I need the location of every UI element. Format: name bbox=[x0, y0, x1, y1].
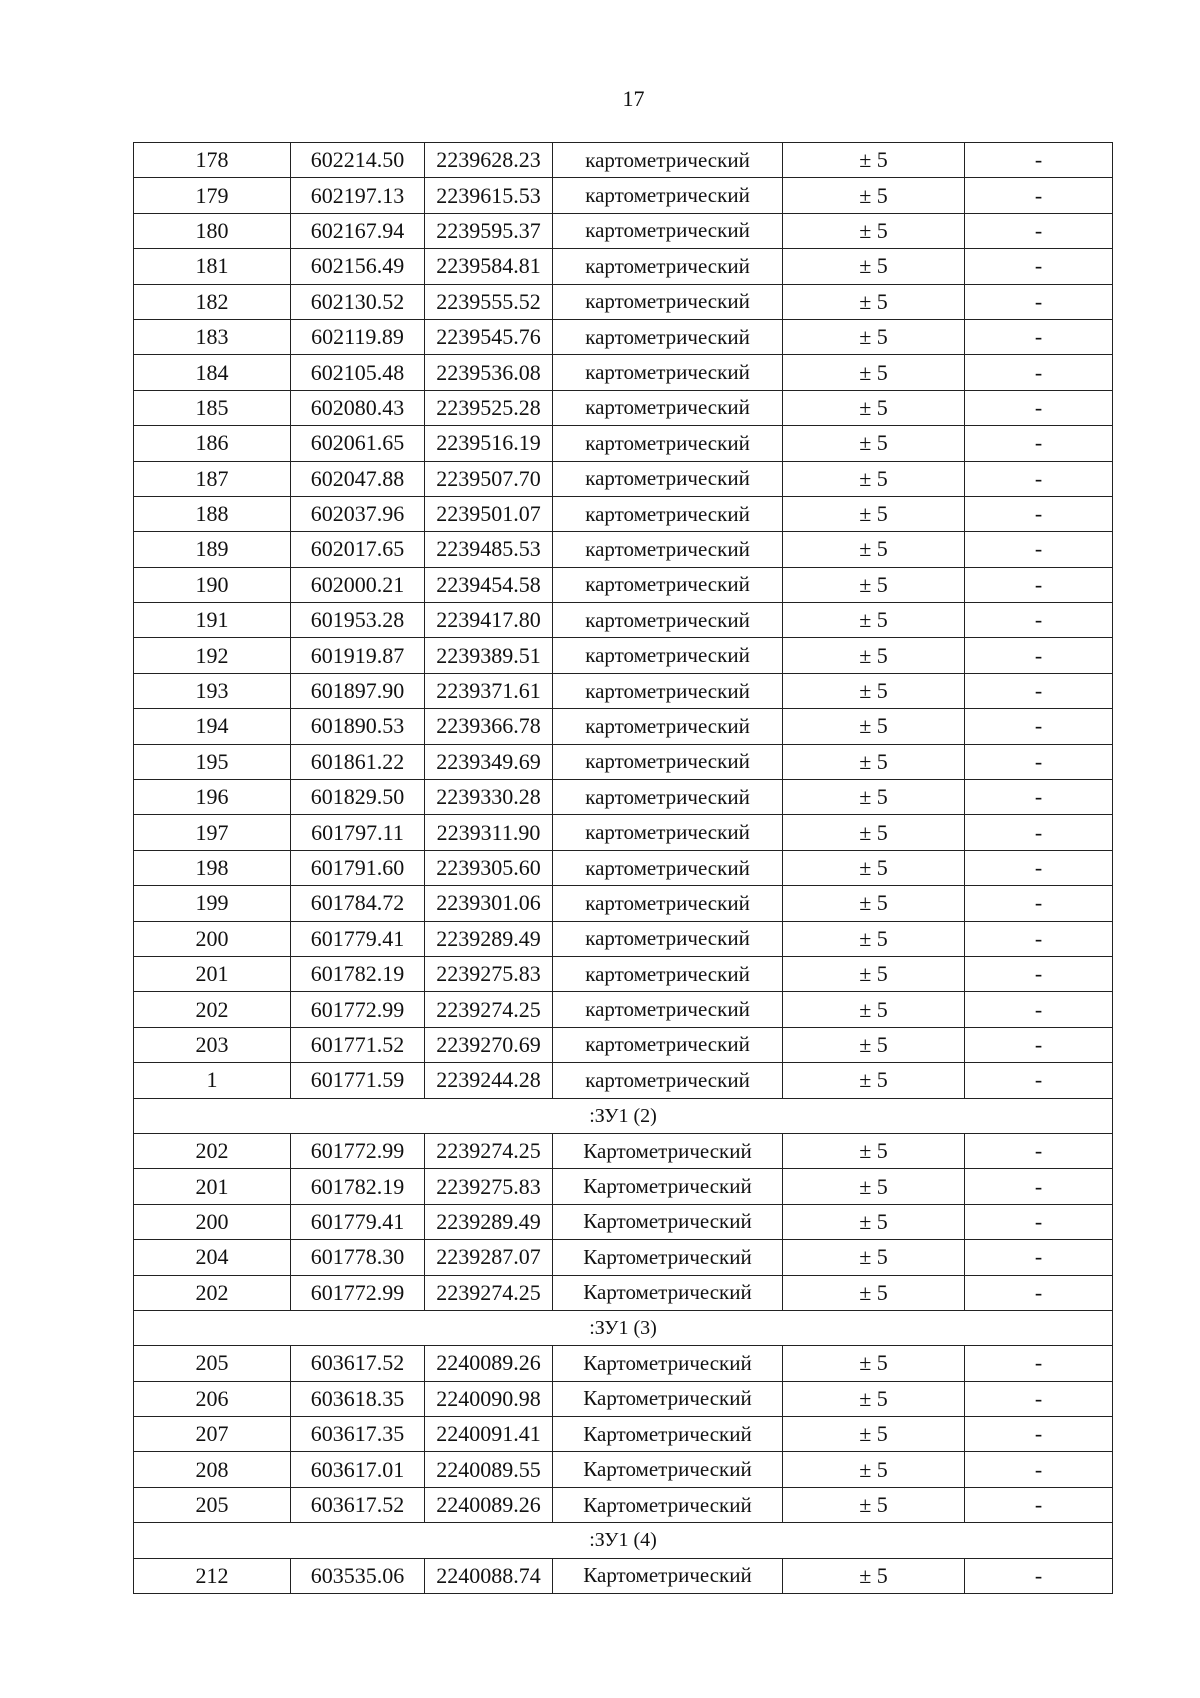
accuracy-cell: ± 5 bbox=[783, 1558, 965, 1593]
page-number: 17 bbox=[622, 86, 645, 111]
note-cell: - bbox=[965, 1133, 1113, 1168]
point-cell: 199 bbox=[134, 886, 291, 921]
accuracy-cell: ± 5 bbox=[783, 992, 965, 1027]
method-cell: картометрический bbox=[553, 461, 783, 496]
method-cell: Картометрический bbox=[553, 1169, 783, 1204]
accuracy-cell: ± 5 bbox=[783, 815, 965, 850]
accuracy-cell: ± 5 bbox=[783, 1417, 965, 1452]
note-cell: - bbox=[965, 886, 1113, 921]
x-coordinate-cell: 601897.90 bbox=[291, 673, 425, 708]
table-row bbox=[134, 319, 1113, 354]
table-row bbox=[134, 673, 1113, 708]
note-cell: - bbox=[965, 1417, 1113, 1452]
y-coordinate-cell: 2239417.80 bbox=[425, 603, 553, 638]
accuracy-cell: ± 5 bbox=[783, 780, 965, 815]
x-coordinate-cell: 602017.65 bbox=[291, 532, 425, 567]
table-row bbox=[134, 1204, 1113, 1239]
y-coordinate-cell: 2239274.25 bbox=[425, 992, 553, 1027]
x-coordinate-cell: 602167.94 bbox=[291, 213, 425, 248]
table-row bbox=[134, 1063, 1113, 1098]
x-coordinate-cell: 602214.50 bbox=[291, 143, 425, 178]
y-coordinate-cell: 2239389.51 bbox=[425, 638, 553, 673]
x-coordinate-cell: 603617.35 bbox=[291, 1417, 425, 1452]
y-coordinate-cell: 2239501.07 bbox=[425, 496, 553, 531]
point-cell: 200 bbox=[134, 921, 291, 956]
accuracy-cell: ± 5 bbox=[783, 1169, 965, 1204]
coordinates-table bbox=[133, 142, 1113, 1594]
x-coordinate-cell: 601772.99 bbox=[291, 992, 425, 1027]
method-cell: картометрический bbox=[553, 496, 783, 531]
method-cell: картометрический bbox=[553, 850, 783, 885]
table-row bbox=[134, 249, 1113, 284]
note-cell: - bbox=[965, 921, 1113, 956]
point-cell: 184 bbox=[134, 355, 291, 390]
point-cell: 203 bbox=[134, 1027, 291, 1062]
section-label: :ЗУ1 (2) bbox=[134, 1098, 1113, 1133]
table-row bbox=[134, 426, 1113, 461]
method-cell: картометрический bbox=[553, 638, 783, 673]
coordinates-table-body bbox=[134, 143, 1113, 1594]
x-coordinate-cell: 602061.65 bbox=[291, 426, 425, 461]
y-coordinate-cell: 2239615.53 bbox=[425, 178, 553, 213]
table-row bbox=[134, 921, 1113, 956]
accuracy-cell: ± 5 bbox=[783, 673, 965, 708]
method-cell: Картометрический bbox=[553, 1240, 783, 1275]
method-cell: картометрический bbox=[553, 992, 783, 1027]
x-coordinate-cell: 602000.21 bbox=[291, 567, 425, 602]
note-cell: - bbox=[965, 1240, 1113, 1275]
note-cell: - bbox=[965, 319, 1113, 354]
note-cell: - bbox=[965, 850, 1113, 885]
y-coordinate-cell: 2239525.28 bbox=[425, 390, 553, 425]
accuracy-cell: ± 5 bbox=[783, 532, 965, 567]
note-cell: - bbox=[965, 143, 1113, 178]
note-cell: - bbox=[965, 213, 1113, 248]
method-cell: Картометрический bbox=[553, 1381, 783, 1416]
note-cell: - bbox=[965, 603, 1113, 638]
note-cell: - bbox=[965, 1027, 1113, 1062]
table-row bbox=[134, 1240, 1113, 1275]
table-row bbox=[134, 956, 1113, 991]
note-cell: - bbox=[965, 1169, 1113, 1204]
note-cell: - bbox=[965, 1381, 1113, 1416]
section-label: :ЗУ1 (3) bbox=[134, 1310, 1113, 1345]
table-row bbox=[134, 1381, 1113, 1416]
accuracy-cell: ± 5 bbox=[783, 1027, 965, 1062]
section-label: :ЗУ1 (4) bbox=[134, 1523, 1113, 1558]
x-coordinate-cell: 601772.99 bbox=[291, 1275, 425, 1310]
section-header-row bbox=[134, 1523, 1113, 1558]
note-cell: - bbox=[965, 178, 1113, 213]
y-coordinate-cell: 2239289.49 bbox=[425, 1204, 553, 1239]
note-cell: - bbox=[965, 1204, 1113, 1239]
y-coordinate-cell: 2239545.76 bbox=[425, 319, 553, 354]
point-cell: 186 bbox=[134, 426, 291, 461]
y-coordinate-cell: 2239270.69 bbox=[425, 1027, 553, 1062]
note-cell: - bbox=[965, 1275, 1113, 1310]
method-cell: картометрический bbox=[553, 532, 783, 567]
note-cell: - bbox=[965, 638, 1113, 673]
table-row bbox=[134, 1452, 1113, 1487]
note-cell: - bbox=[965, 956, 1113, 991]
accuracy-cell: ± 5 bbox=[783, 143, 965, 178]
x-coordinate-cell: 601771.52 bbox=[291, 1027, 425, 1062]
accuracy-cell: ± 5 bbox=[783, 461, 965, 496]
method-cell: картометрический bbox=[553, 390, 783, 425]
table-row bbox=[134, 143, 1113, 178]
table-row bbox=[134, 496, 1113, 531]
x-coordinate-cell: 603617.01 bbox=[291, 1452, 425, 1487]
note-cell: - bbox=[965, 673, 1113, 708]
note-cell: - bbox=[965, 426, 1113, 461]
point-cell: 206 bbox=[134, 1381, 291, 1416]
y-coordinate-cell: 2239536.08 bbox=[425, 355, 553, 390]
accuracy-cell: ± 5 bbox=[783, 886, 965, 921]
x-coordinate-cell: 601778.30 bbox=[291, 1240, 425, 1275]
table-row bbox=[134, 603, 1113, 638]
accuracy-cell: ± 5 bbox=[783, 1204, 965, 1239]
method-cell: Картометрический bbox=[553, 1558, 783, 1593]
x-coordinate-cell: 602156.49 bbox=[291, 249, 425, 284]
point-cell: 201 bbox=[134, 1169, 291, 1204]
accuracy-cell: ± 5 bbox=[783, 213, 965, 248]
point-cell: 202 bbox=[134, 1133, 291, 1168]
accuracy-cell: ± 5 bbox=[783, 638, 965, 673]
y-coordinate-cell: 2239454.58 bbox=[425, 567, 553, 602]
y-coordinate-cell: 2240088.74 bbox=[425, 1558, 553, 1593]
point-cell: 180 bbox=[134, 213, 291, 248]
point-cell: 202 bbox=[134, 992, 291, 1027]
note-cell: - bbox=[965, 744, 1113, 779]
accuracy-cell: ± 5 bbox=[783, 744, 965, 779]
table-row bbox=[134, 461, 1113, 496]
y-coordinate-cell: 2239555.52 bbox=[425, 284, 553, 319]
method-cell: картометрический bbox=[553, 956, 783, 991]
method-cell: картометрический bbox=[553, 426, 783, 461]
x-coordinate-cell: 601771.59 bbox=[291, 1063, 425, 1098]
point-cell: 189 bbox=[134, 532, 291, 567]
note-cell: - bbox=[965, 1063, 1113, 1098]
note-cell: - bbox=[965, 992, 1113, 1027]
y-coordinate-cell: 2239301.06 bbox=[425, 886, 553, 921]
note-cell: - bbox=[965, 709, 1113, 744]
x-coordinate-cell: 603535.06 bbox=[291, 1558, 425, 1593]
y-coordinate-cell: 2240091.41 bbox=[425, 1417, 553, 1452]
method-cell: картометрический bbox=[553, 886, 783, 921]
accuracy-cell: ± 5 bbox=[783, 1381, 965, 1416]
accuracy-cell: ± 5 bbox=[783, 567, 965, 602]
table-row bbox=[134, 1275, 1113, 1310]
y-coordinate-cell: 2239274.25 bbox=[425, 1275, 553, 1310]
y-coordinate-cell: 2239584.81 bbox=[425, 249, 553, 284]
accuracy-cell: ± 5 bbox=[783, 956, 965, 991]
accuracy-cell: ± 5 bbox=[783, 178, 965, 213]
x-coordinate-cell: 602047.88 bbox=[291, 461, 425, 496]
y-coordinate-cell: 2239311.90 bbox=[425, 815, 553, 850]
method-cell: Картометрический bbox=[553, 1133, 783, 1168]
accuracy-cell: ± 5 bbox=[783, 390, 965, 425]
method-cell: картометрический bbox=[553, 567, 783, 602]
x-coordinate-cell: 602080.43 bbox=[291, 390, 425, 425]
point-cell: 207 bbox=[134, 1417, 291, 1452]
table-row bbox=[134, 886, 1113, 921]
table-row bbox=[134, 213, 1113, 248]
table-row bbox=[134, 709, 1113, 744]
accuracy-cell: ± 5 bbox=[783, 709, 965, 744]
y-coordinate-cell: 2239371.61 bbox=[425, 673, 553, 708]
table-row bbox=[134, 815, 1113, 850]
section-header-row bbox=[134, 1098, 1113, 1133]
method-cell: картометрический bbox=[553, 780, 783, 815]
y-coordinate-cell: 2239275.83 bbox=[425, 956, 553, 991]
note-cell: - bbox=[965, 355, 1113, 390]
table-row bbox=[134, 1417, 1113, 1452]
accuracy-cell: ± 5 bbox=[783, 1275, 965, 1310]
y-coordinate-cell: 2239516.19 bbox=[425, 426, 553, 461]
point-cell: 191 bbox=[134, 603, 291, 638]
accuracy-cell: ± 5 bbox=[783, 603, 965, 638]
point-cell: 195 bbox=[134, 744, 291, 779]
y-coordinate-cell: 2240090.98 bbox=[425, 1381, 553, 1416]
point-cell: 205 bbox=[134, 1346, 291, 1381]
table-row bbox=[134, 850, 1113, 885]
y-coordinate-cell: 2239244.28 bbox=[425, 1063, 553, 1098]
y-coordinate-cell: 2239485.53 bbox=[425, 532, 553, 567]
point-cell: 201 bbox=[134, 956, 291, 991]
x-coordinate-cell: 601779.41 bbox=[291, 921, 425, 956]
x-coordinate-cell: 603618.35 bbox=[291, 1381, 425, 1416]
note-cell: - bbox=[965, 461, 1113, 496]
x-coordinate-cell: 601782.19 bbox=[291, 1169, 425, 1204]
table-row bbox=[134, 992, 1113, 1027]
x-coordinate-cell: 603617.52 bbox=[291, 1346, 425, 1381]
section-header-row bbox=[134, 1310, 1113, 1345]
accuracy-cell: ± 5 bbox=[783, 496, 965, 531]
point-cell: 183 bbox=[134, 319, 291, 354]
table-row bbox=[134, 1558, 1113, 1593]
x-coordinate-cell: 601797.11 bbox=[291, 815, 425, 850]
method-cell: Картометрический bbox=[553, 1204, 783, 1239]
table-row bbox=[134, 780, 1113, 815]
note-cell: - bbox=[965, 1487, 1113, 1522]
method-cell: Картометрический bbox=[553, 1275, 783, 1310]
x-coordinate-cell: 601784.72 bbox=[291, 886, 425, 921]
y-coordinate-cell: 2239275.83 bbox=[425, 1169, 553, 1204]
note-cell: - bbox=[965, 532, 1113, 567]
y-coordinate-cell: 2239366.78 bbox=[425, 709, 553, 744]
method-cell: картометрический bbox=[553, 815, 783, 850]
method-cell: картометрический bbox=[553, 284, 783, 319]
point-cell: 202 bbox=[134, 1275, 291, 1310]
point-cell: 208 bbox=[134, 1452, 291, 1487]
accuracy-cell: ± 5 bbox=[783, 1487, 965, 1522]
point-cell: 188 bbox=[134, 496, 291, 531]
method-cell: Картометрический bbox=[553, 1487, 783, 1522]
x-coordinate-cell: 602197.13 bbox=[291, 178, 425, 213]
method-cell: Картометрический bbox=[553, 1417, 783, 1452]
note-cell: - bbox=[965, 390, 1113, 425]
note-cell: - bbox=[965, 249, 1113, 284]
method-cell: картометрический bbox=[553, 603, 783, 638]
table-row bbox=[134, 1169, 1113, 1204]
y-coordinate-cell: 2239507.70 bbox=[425, 461, 553, 496]
table-row bbox=[134, 390, 1113, 425]
y-coordinate-cell: 2239628.23 bbox=[425, 143, 553, 178]
point-cell: 181 bbox=[134, 249, 291, 284]
x-coordinate-cell: 601779.41 bbox=[291, 1204, 425, 1239]
table-row bbox=[134, 1133, 1113, 1168]
x-coordinate-cell: 601953.28 bbox=[291, 603, 425, 638]
accuracy-cell: ± 5 bbox=[783, 1063, 965, 1098]
point-cell: 179 bbox=[134, 178, 291, 213]
table-row bbox=[134, 532, 1113, 567]
point-cell: 198 bbox=[134, 850, 291, 885]
point-cell: 204 bbox=[134, 1240, 291, 1275]
point-cell: 200 bbox=[134, 1204, 291, 1239]
accuracy-cell: ± 5 bbox=[783, 1452, 965, 1487]
point-cell: 212 bbox=[134, 1558, 291, 1593]
method-cell: картометрический bbox=[553, 319, 783, 354]
method-cell: картометрический bbox=[553, 213, 783, 248]
method-cell: картометрический bbox=[553, 1027, 783, 1062]
point-cell: 190 bbox=[134, 567, 291, 602]
point-cell: 194 bbox=[134, 709, 291, 744]
accuracy-cell: ± 5 bbox=[783, 1240, 965, 1275]
method-cell: картометрический bbox=[553, 178, 783, 213]
table-row bbox=[134, 1346, 1113, 1381]
method-cell: Картометрический bbox=[553, 1452, 783, 1487]
method-cell: Картометрический bbox=[553, 1346, 783, 1381]
method-cell: картометрический bbox=[553, 1063, 783, 1098]
accuracy-cell: ± 5 bbox=[783, 850, 965, 885]
x-coordinate-cell: 603617.52 bbox=[291, 1487, 425, 1522]
y-coordinate-cell: 2240089.26 bbox=[425, 1487, 553, 1522]
table-row bbox=[134, 284, 1113, 319]
y-coordinate-cell: 2239595.37 bbox=[425, 213, 553, 248]
note-cell: - bbox=[965, 567, 1113, 602]
x-coordinate-cell: 601782.19 bbox=[291, 956, 425, 991]
x-coordinate-cell: 601861.22 bbox=[291, 744, 425, 779]
method-cell: картометрический bbox=[553, 249, 783, 284]
accuracy-cell: ± 5 bbox=[783, 355, 965, 390]
point-cell: 1 bbox=[134, 1063, 291, 1098]
accuracy-cell: ± 5 bbox=[783, 1346, 965, 1381]
table-row bbox=[134, 638, 1113, 673]
x-coordinate-cell: 601890.53 bbox=[291, 709, 425, 744]
method-cell: картометрический bbox=[553, 355, 783, 390]
table-row bbox=[134, 1487, 1113, 1522]
y-coordinate-cell: 2239289.49 bbox=[425, 921, 553, 956]
table-row bbox=[134, 744, 1113, 779]
table-row bbox=[134, 178, 1113, 213]
method-cell: картометрический bbox=[553, 673, 783, 708]
point-cell: 205 bbox=[134, 1487, 291, 1522]
x-coordinate-cell: 602119.89 bbox=[291, 319, 425, 354]
accuracy-cell: ± 5 bbox=[783, 249, 965, 284]
x-coordinate-cell: 602037.96 bbox=[291, 496, 425, 531]
x-coordinate-cell: 602105.48 bbox=[291, 355, 425, 390]
note-cell: - bbox=[965, 780, 1113, 815]
method-cell: картометрический bbox=[553, 709, 783, 744]
table-row bbox=[134, 355, 1113, 390]
y-coordinate-cell: 2239330.28 bbox=[425, 780, 553, 815]
point-cell: 185 bbox=[134, 390, 291, 425]
point-cell: 197 bbox=[134, 815, 291, 850]
y-coordinate-cell: 2239287.07 bbox=[425, 1240, 553, 1275]
note-cell: - bbox=[965, 284, 1113, 319]
accuracy-cell: ± 5 bbox=[783, 284, 965, 319]
accuracy-cell: ± 5 bbox=[783, 426, 965, 461]
y-coordinate-cell: 2240089.26 bbox=[425, 1346, 553, 1381]
point-cell: 187 bbox=[134, 461, 291, 496]
x-coordinate-cell: 602130.52 bbox=[291, 284, 425, 319]
point-cell: 193 bbox=[134, 673, 291, 708]
x-coordinate-cell: 601791.60 bbox=[291, 850, 425, 885]
table-row bbox=[134, 1027, 1113, 1062]
point-cell: 182 bbox=[134, 284, 291, 319]
accuracy-cell: ± 5 bbox=[783, 921, 965, 956]
accuracy-cell: ± 5 bbox=[783, 319, 965, 354]
accuracy-cell: ± 5 bbox=[783, 1133, 965, 1168]
table-row bbox=[134, 567, 1113, 602]
x-coordinate-cell: 601919.87 bbox=[291, 638, 425, 673]
note-cell: - bbox=[965, 815, 1113, 850]
note-cell: - bbox=[965, 1452, 1113, 1487]
y-coordinate-cell: 2239305.60 bbox=[425, 850, 553, 885]
method-cell: картометрический bbox=[553, 921, 783, 956]
point-cell: 178 bbox=[134, 143, 291, 178]
note-cell: - bbox=[965, 1558, 1113, 1593]
y-coordinate-cell: 2239349.69 bbox=[425, 744, 553, 779]
x-coordinate-cell: 601772.99 bbox=[291, 1133, 425, 1168]
point-cell: 192 bbox=[134, 638, 291, 673]
x-coordinate-cell: 601829.50 bbox=[291, 780, 425, 815]
point-cell: 196 bbox=[134, 780, 291, 815]
note-cell: - bbox=[965, 1346, 1113, 1381]
y-coordinate-cell: 2240089.55 bbox=[425, 1452, 553, 1487]
y-coordinate-cell: 2239274.25 bbox=[425, 1133, 553, 1168]
note-cell: - bbox=[965, 496, 1113, 531]
method-cell: картометрический bbox=[553, 744, 783, 779]
method-cell: картометрический bbox=[553, 143, 783, 178]
